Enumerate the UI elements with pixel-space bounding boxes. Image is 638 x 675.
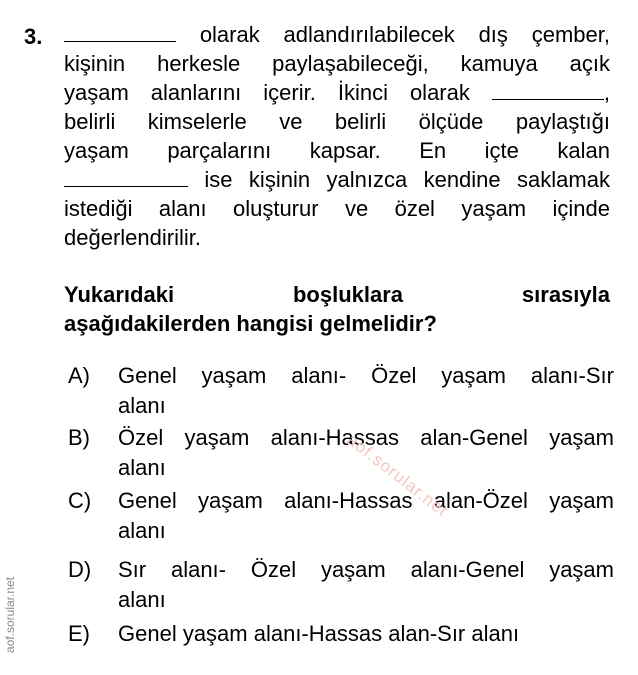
stem-line-2: kişinin herkesle paylaşabileceği, kamuya açık [64,51,610,76]
option-c[interactable] [68,486,616,548]
option-b-letter: B) [68,425,90,450]
option-d-text: Sır alanı- Özel yaşam alanı-Genel yaşam alanı [118,557,614,612]
stem-line-1: olarak adlandırılabilecek dış çember, [64,20,610,49]
option-e[interactable] [68,619,616,651]
option-d-letter: D) [68,557,92,582]
question-line-1: Yukarıdaki boşluklara sırasıyla [64,282,610,307]
option-b[interactable] [68,423,616,485]
stem-line-5: yaşam parçalarını kapsar. En içte kalan [64,138,610,163]
question-line-2: aşağıdakilerden hangisi gelmelidir? [64,311,437,336]
option-a-text: Genel yaşam alanı- Özel yaşam alanı-Sır alanı [118,363,614,418]
stem-line-6: ise kişinin yalnızca kendine saklamak [64,165,610,194]
side-watermark: aof.sorular.net [3,576,17,654]
question-prompt [64,280,610,338]
option-c-letter: C) [68,488,92,513]
watermark: aof.sorular.net [343,430,452,521]
question-stem [64,20,610,252]
option-e-text: Genel yaşam alanı-Hassas alan-Sır alanı [118,621,520,646]
blank-2 [492,79,604,100]
blank-3 [64,166,188,187]
option-e-letter: E) [68,621,90,646]
option-a-letter: A) [68,363,90,388]
stem-line-7: istediği alanı oluşturur ve özel yaşam içinde [64,196,610,221]
stem-line-4: belirli kimselerle ve belirli ölçüde paylaştığı [64,109,610,134]
blank-1 [64,21,176,42]
option-b-text: Özel yaşam alanı-Hassas alan-Genel yaşam alanı [118,425,614,480]
option-d[interactable] [68,555,616,617]
stem-line-3: yaşam alanlarını içerir. İkinci olarak , [64,80,610,105]
option-c-text: Genel yaşam alanı-Hassas alan-Özel yaşam alanı [118,488,614,543]
option-a[interactable] [68,361,616,423]
question-number: 3. [24,24,43,49]
stem-line-8: değerlendirilir. [64,225,201,250]
